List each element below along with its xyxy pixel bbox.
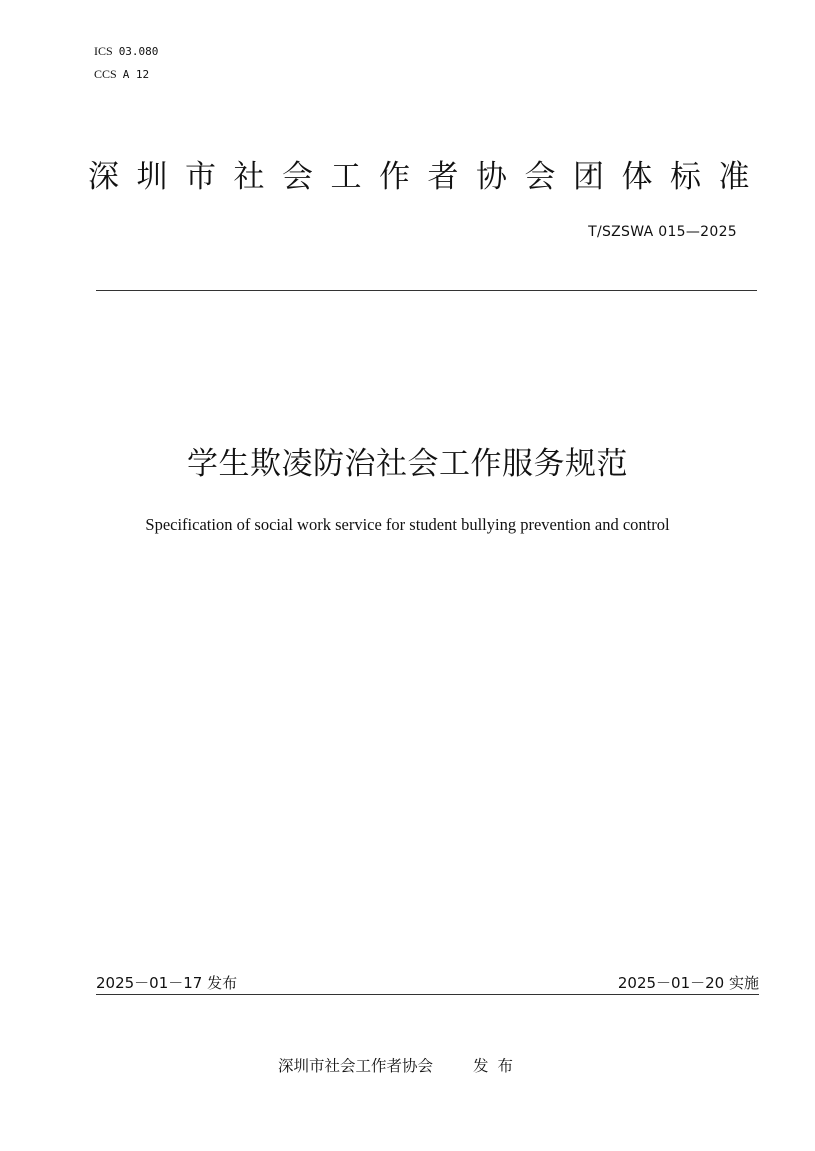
publish-date: 2025－01－17 发布 — [96, 974, 238, 992]
header-divider — [96, 290, 757, 291]
organization-standard-title: 深圳市社会工作者协会团体标准 — [88, 159, 767, 195]
publisher-name: 深圳市社会工作者协会 — [278, 1057, 434, 1075]
publisher-line — [278, 1054, 522, 1076]
classification-codes — [94, 40, 158, 86]
document-title-zh: 学生欺凌防治社会工作服务规范 — [187, 446, 628, 482]
ccs-line — [94, 63, 158, 86]
ccs-value: A 12 — [122, 68, 150, 81]
footer-divider — [96, 994, 759, 995]
ics-value: 03.080 — [118, 45, 159, 58]
publisher-verb: 发布 — [473, 1057, 523, 1075]
document-title-en: Specification of social work service for student bullying prevention and control — [145, 515, 670, 534]
ccs-label: CCS — [94, 67, 117, 81]
ics-label: ICS — [94, 44, 113, 58]
ics-line — [94, 40, 158, 63]
standard-number: T/SZSWA 015—2025 — [588, 224, 737, 240]
effective-date: 2025－01－20 实施 — [617, 974, 759, 992]
